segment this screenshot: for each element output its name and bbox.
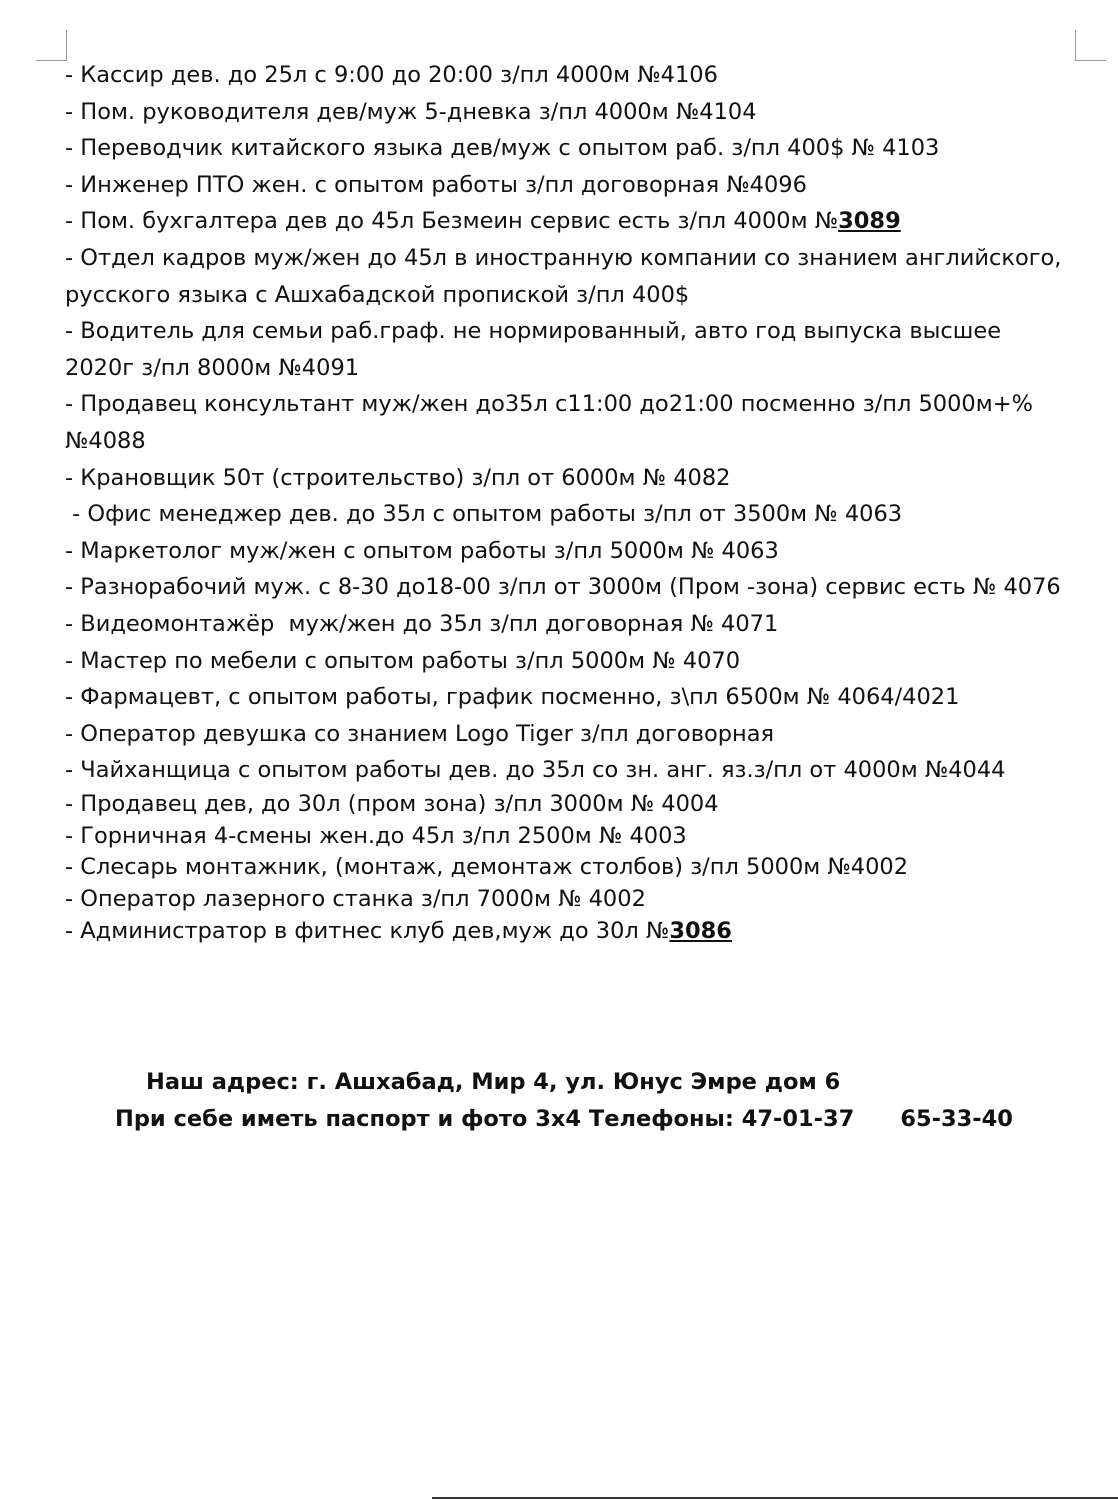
vacancy-item: [65, 386, 1065, 459]
vacancy-item: [65, 130, 1065, 167]
vacancy-item: [65, 679, 1065, 716]
vacancy-text: - Пом. руководителя дев/муж 5-дневка з/пл 4000м №4104: [65, 98, 757, 125]
vacancy-ref-number: 3089: [838, 208, 901, 235]
vacancy-item: [65, 821, 1065, 853]
vacancy-item: [65, 167, 1065, 204]
vacancy-item: [65, 57, 1065, 94]
vacancy-text: - Фармацевт, с опытом работы, график посменно, з\пл 6500м № 4064/4021: [65, 684, 960, 711]
margin-corner-top-right: [1075, 30, 1106, 61]
vacancy-text: - Офис менеджер дев. до 35л с опытом работы з/пл от 3500м № 4063: [65, 501, 903, 528]
vacancy-item: [65, 203, 1065, 240]
vacancy-ref-number: 3086: [669, 917, 732, 944]
phone-number-2: 65-33-40: [900, 1106, 1013, 1132]
vacancy-text: - Чайханщица с опытом работы дев. до 35л со зн. анг. яз.з/пл от 4000м №4044: [65, 757, 1006, 784]
vacancy-text: - Оператор лазерного станка з/пл 7000м № 4002: [65, 885, 646, 912]
vacancy-item: [65, 752, 1065, 789]
vacancy-item: [65, 606, 1065, 643]
vacancy-text: - Оператор девушка со знанием Logo Tiger з/пл договорная: [65, 720, 775, 747]
margin-corner-top-left: [36, 30, 67, 61]
vacancy-item: [65, 460, 1065, 497]
vacancy-text: - Горничная 4-смены жен.до 45л з/пл 2500м № 4003: [65, 822, 687, 849]
vacancy-text: - Пом. бухгалтера дев до 45л Безмеин сервис есть з/пл 4000м №: [65, 208, 839, 235]
vacancy-item: [65, 533, 1065, 570]
vacancy-text: - Администратор в фитнес клуб дев,муж до 30л №: [65, 917, 670, 944]
bottom-rule: [432, 1497, 1118, 1499]
contacts-line: [0, 1101, 1118, 1138]
vacancy-text: - Водитель для семьи раб.граф. не нормированный, авто год выпуска высшее 2020г з/пл 8000м №4091: [65, 318, 1009, 381]
vacancy-text: - Переводчик китайского языка дев/муж с опытом раб. з/пл 400$ № 4103: [65, 135, 940, 162]
vacancy-item: [65, 643, 1065, 680]
vacancy-text: - Крановщик 50т (строительство) з/пл от 6000м № 4082: [65, 464, 731, 491]
vacancy-list: [65, 57, 1069, 947]
vacancy-text: - Продавец дев, до 30л (пром зона) з/пл 3000м № 4004: [65, 790, 719, 817]
vacancy-text: - Инженер ПТО жен. с опытом работы з/пл договорная №4096: [65, 171, 807, 198]
vacancy-item: [65, 852, 1065, 884]
vacancy-text: - Слесарь монтажник, (монтаж, демонтаж столбов) з/пл 5000м №4002: [65, 854, 909, 881]
vacancy-text: - Маркетолог муж/жен с опытом работы з/пл 5000м № 4063: [65, 537, 779, 564]
contacts-text: При себе иметь паспорт и фото 3х4 Телефоны: 47-01-37: [115, 1106, 855, 1132]
vacancy-text: - Разнорабочий муж. с 8-30 до18-00 з/пл от 3000м (Пром -зона) сервис есть № 4076: [65, 574, 1061, 601]
vacancy-item: [65, 884, 1065, 916]
vacancy-text: - Мастер по мебели с опытом работы з/пл 5000м № 4070: [65, 647, 741, 674]
vacancy-item: [65, 916, 1065, 948]
vacancy-item: [65, 496, 1065, 533]
vacancy-text: - Отдел кадров муж/жен до 45л в иностранную компании со знанием английского, русского языка с Ашхабадской пропиской з/пл 400$: [65, 244, 1069, 308]
vacancy-item: [65, 569, 1065, 606]
vacancy-item: [65, 789, 1065, 821]
vacancy-item: [65, 716, 1065, 753]
vacancy-text: - Продавец консультант муж/жен до35л с11:00 до21:00 посменно з/пл 5000м+% №4088: [65, 391, 1041, 454]
vacancy-item: [65, 313, 1065, 386]
footer: [0, 1064, 1118, 1138]
office-address: Наш адрес: г. Ашхабад, Мир 4, ул. Юнус Эмре дом 6: [146, 1069, 841, 1095]
vacancy-text: - Видеомонтажёр муж/жен до 35л з/пл договорная № 4071: [65, 610, 779, 637]
vacancy-item: [65, 94, 1065, 131]
vacancy-text: - Кассир дев. до 25л с 9:00 до 20:00 з/пл 4000м №4106: [65, 62, 718, 88]
vacancy-item: [65, 240, 1069, 313]
